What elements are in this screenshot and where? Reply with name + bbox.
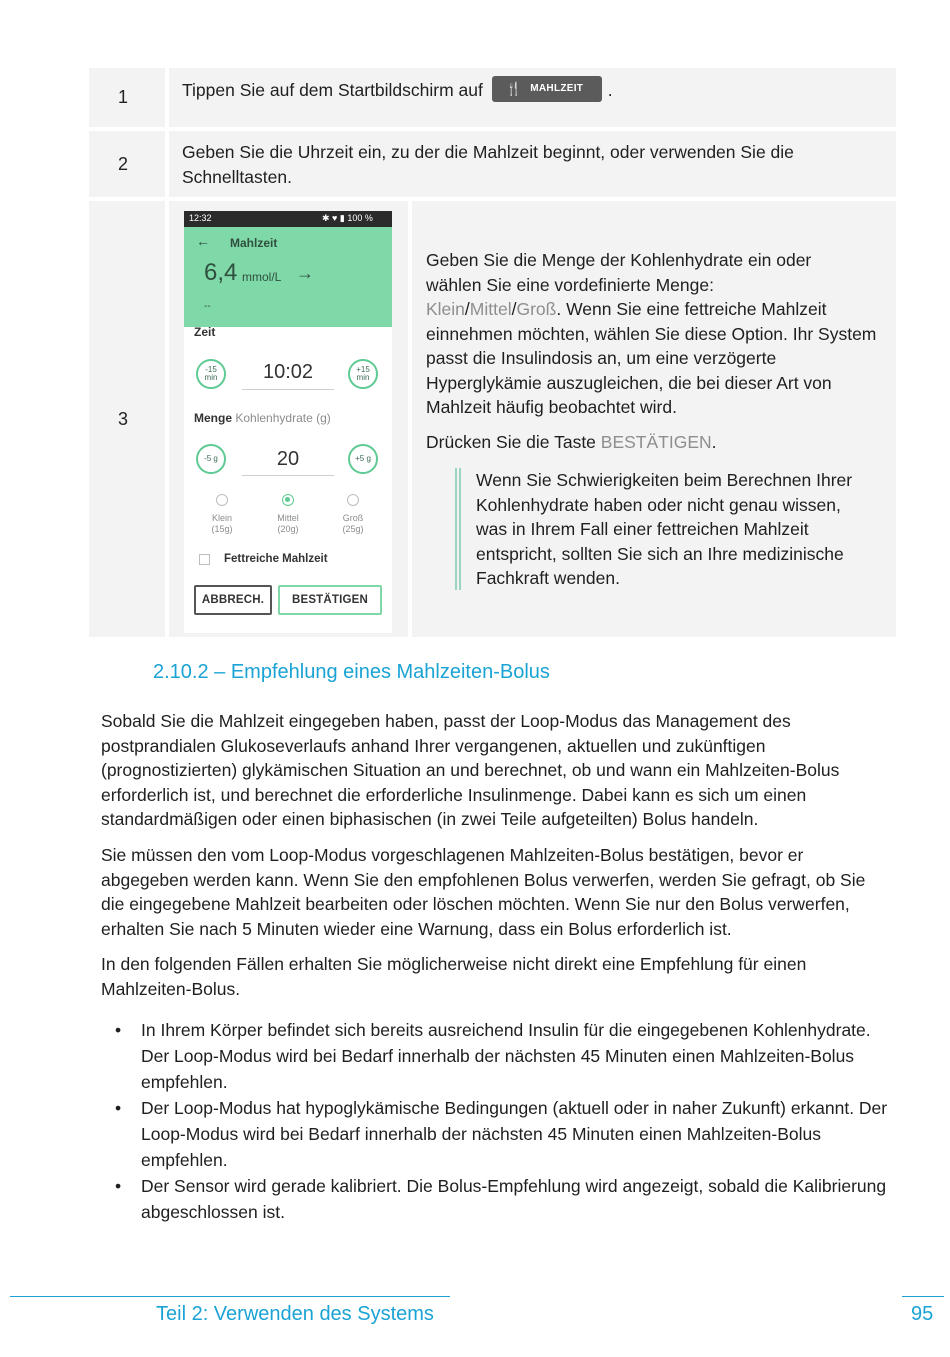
plus-15-min-button[interactable]: +15 min — [348, 359, 378, 389]
sep-1: / — [464, 299, 470, 319]
meal-screen-screenshot — [184, 211, 392, 633]
menge-label-text: Menge — [194, 411, 233, 425]
fat-meal-label: Fettreiche Mahlzeit — [224, 553, 328, 565]
mittel-sub: (20g) — [277, 524, 299, 534]
cutlery-icon: 🍴 — [505, 81, 523, 97]
fat-meal-checkbox[interactable] — [199, 554, 210, 565]
paragraph-1: Sobald Sie die Mahlzeit eingegeben haben, passt der Loop-Modus das Management des postprandialen Glukoseverlaufs anhand Ihrer vergangenen, aktuellen und zukünftigen (prognostizierten) glykämischen Situation an und berechnet, ob und wann ein Mahlzeiten-Bolus erforderlich ist, und berechnet die erforderliche Insulinmenge. Dabei kann es sich um einen standardmäßigen oder einen biphasischen (in zwei Teile aufgeteilten) Bolus handeln. — [101, 711, 840, 829]
footer-title: Teil 2: Verwenden des Systems — [156, 1303, 434, 1325]
menge-label — [194, 411, 331, 425]
step-1-text-before: Tippen Sie auf dem Startbildschirm auf — [182, 80, 483, 100]
menge-sublabel: Kohlenhydrate (g) — [235, 411, 331, 425]
step-3-rest: . Wenn Sie eine fettreiche Mahlzeit einnehmen möchten, wählen Sie diese Option. Ihr System passt die Insulindosis an, um eine verzögerte Hyperglykämie auszugleichen, die bei dieser Art von Mahlzeit häufig beobachtet wird. — [426, 299, 877, 417]
glucose-unit: mmol/L — [242, 270, 282, 284]
press-end: . — [711, 432, 717, 452]
step-3-number: 3 — [118, 409, 129, 429]
confirm-button[interactable]: BESTÄTIGEN — [278, 585, 382, 615]
press-key: BESTÄTIGEN — [600, 432, 712, 452]
section-heading: 2.10.2 – Empfehlung eines Mahlzeiten-Bolus — [153, 661, 550, 683]
note-bar — [455, 468, 461, 590]
back-arrow-icon[interactable]: ← — [196, 233, 210, 249]
carbs-value[interactable]: 20 — [276, 448, 300, 470]
klein-label: Klein — [211, 513, 232, 523]
radio-mittel-label — [267, 513, 309, 535]
step-3-line2: wählen Sie eine vordefinierte Menge: — [426, 274, 714, 295]
zeit-label: Zeit — [194, 325, 216, 339]
meal-header — [184, 227, 392, 327]
footer-rule-right — [902, 1296, 944, 1297]
klein-sub: (15g) — [211, 524, 233, 534]
gross-sub: (25g) — [342, 524, 364, 534]
step-3-line1: Geben Sie die Menge der Kohlenhydrate ein oder — [426, 250, 812, 270]
minus-15-min-button[interactable]: -15 min — [196, 359, 226, 389]
press-text: Drücken Sie die Taste — [426, 432, 601, 452]
time-value[interactable]: 10:02 — [262, 361, 314, 383]
status-icons: ✱ ♥ ▮ 100 % — [322, 213, 373, 223]
step-1-text — [182, 78, 613, 104]
mahlzeit-button-image — [492, 76, 602, 102]
minus-5g-button[interactable]: -5 g — [196, 444, 226, 474]
step-1-text-after: . — [607, 80, 613, 100]
list-item: • Der Loop-Modus hat hypoglykämische Bedingungen (aktuell oder in naher Zukunft) erkannt. Der Loop-Modus wird bei Bedarf innerhalb der nächsten 45 Minuten einen Mahlzeiten-Bolus empfehlen. — [101, 1095, 901, 1173]
page-number: 95 — [911, 1303, 934, 1325]
note-text: Wenn Sie Schwierigkeiten beim Berechnen Ihrer Kohlenhydrate haben oder nicht genau wissen, was in Ihrem Fall einer fettreichen Mahlzeit entspricht, sollten Sie sich an Ihre medizinische Fachkraft wenden. — [476, 470, 853, 588]
radio-gross-label — [332, 513, 374, 535]
step-1-number: 1 — [118, 87, 129, 107]
glucose-dash: -- — [204, 301, 211, 312]
meal-title: Mahlzeit — [230, 236, 278, 250]
status-bar — [184, 211, 392, 227]
time-underline — [242, 389, 334, 390]
footer-rule-left — [10, 1296, 450, 1297]
radio-mittel[interactable] — [282, 494, 294, 506]
option-mittel-text: Mittel — [469, 299, 512, 319]
carbs-underline — [242, 475, 334, 476]
glucose-value: 6,4 — [204, 259, 238, 286]
radio-klein-label — [201, 513, 243, 535]
trend-arrow-icon: → — [296, 263, 314, 283]
radio-klein[interactable] — [216, 494, 228, 506]
bullet-list — [101, 1017, 901, 1225]
step-2-text: Geben Sie die Uhrzeit ein, zu der die Mahlzeit beginnt, oder verwenden Sie die Schnelltasten. — [182, 142, 794, 187]
step-3-press-text — [426, 430, 881, 455]
gross-label: Groß — [342, 513, 364, 523]
step-2-number: 2 — [118, 154, 129, 174]
mittel-label: Mittel — [277, 513, 299, 523]
sep-2: / — [511, 299, 517, 319]
plus-5g-button[interactable]: +5 g — [348, 444, 378, 474]
radio-gross[interactable] — [347, 494, 359, 506]
option-klein-text: Klein — [426, 299, 465, 319]
cancel-button[interactable]: ABBRECH. — [194, 585, 272, 615]
option-gross-text: Groß — [516, 299, 557, 319]
list-item: • In Ihrem Körper befindet sich bereits ausreichend Insulin für die eingegebenen Kohlenhydrate. Der Loop-Modus wird bei Bedarf innerhalb der nächsten 45 Minuten einen Mahlzeiten-Bolus empfehlen. — [101, 1017, 901, 1095]
paragraph-3: In den folgenden Fällen erhalten Sie möglicherweise nicht direkt eine Empfehlung für einen Mahlzeiten-Bolus. — [101, 954, 807, 999]
list-item: • Der Sensor wird gerade kalibriert. Die Bolus-Empfehlung wird angezeigt, sobald die Kalibrierung abgeschlossen ist. — [101, 1173, 901, 1225]
step-3-text — [426, 248, 881, 420]
status-time: 12:32 — [189, 213, 212, 223]
paragraph-2: Sie müssen den vom Loop-Modus vorgeschlagenen Mahlzeiten-Bolus bestätigen, bevor er abgegeben werden kann. Wenn Sie den empfohlenen Bolus verwerfen, werden Sie gefragt, ob Sie die eingegebene Mahlzeit bearbeiten oder löschen möchten. Wenn Sie nur den Bolus verwerfen, erhalten Sie nach 5 Minuten wieder eine Warnung, dass ein Bolus erforderlich ist. — [101, 845, 866, 939]
mahlzeit-button-label: MAHLZEIT — [530, 83, 584, 95]
